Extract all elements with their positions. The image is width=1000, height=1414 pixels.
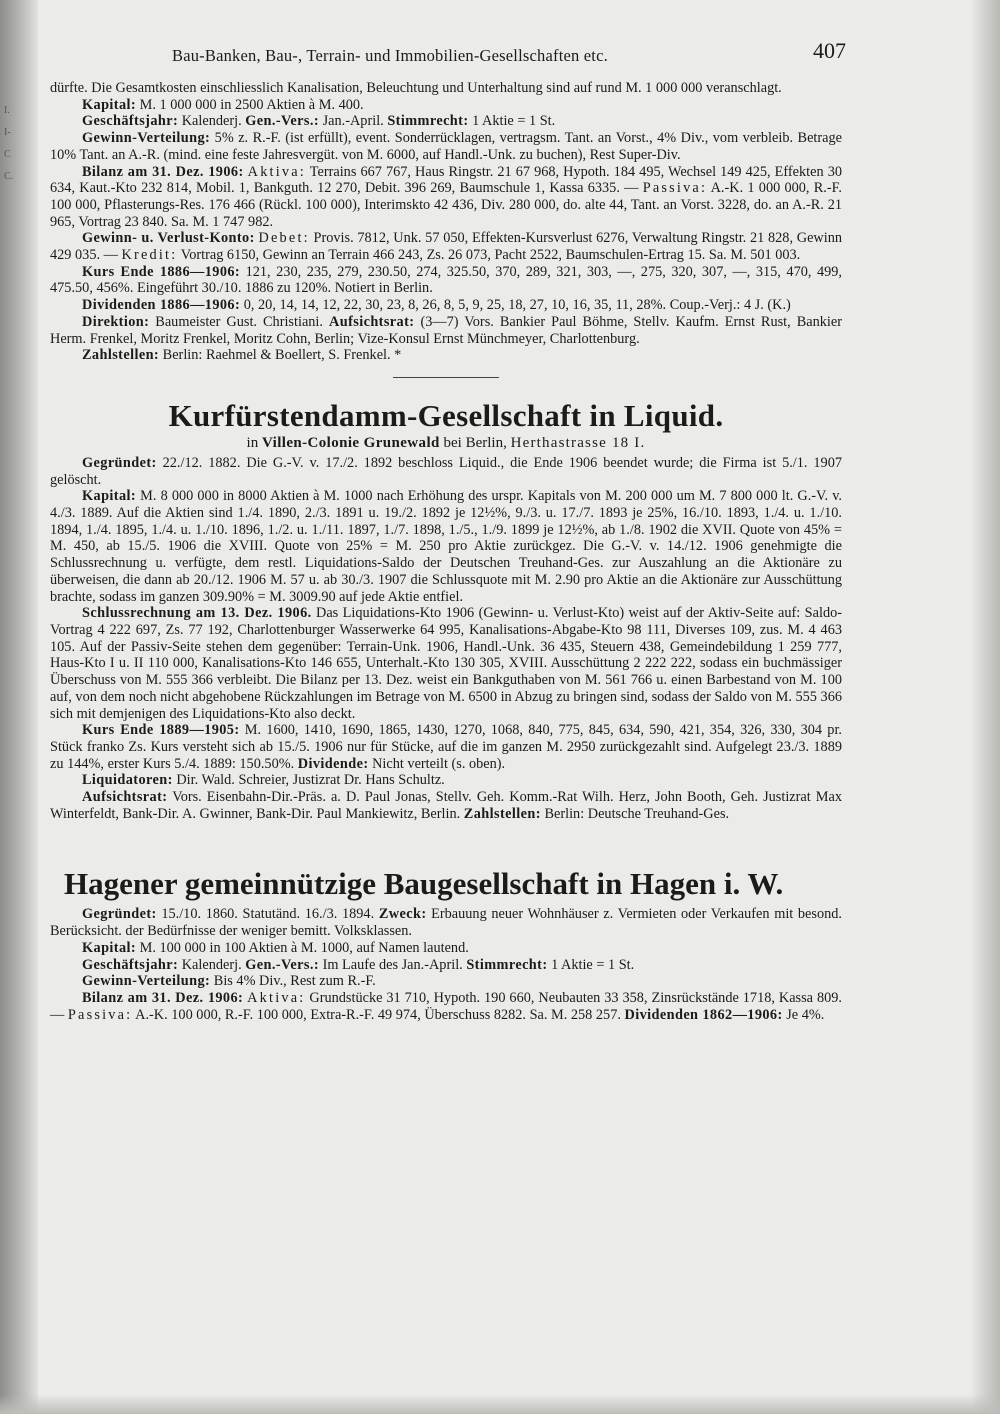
subtitle-address: Herthastrasse 18 I. bbox=[510, 434, 646, 451]
gewinn-verteilung-text: Bis 4% Div., Rest zum R.-F. bbox=[213, 973, 376, 990]
genvers-label: Gen.-Vers.: bbox=[245, 956, 320, 973]
margin-marks bbox=[4, 100, 18, 188]
gewinn-verteilung-label: Gewinn-Verteilung: bbox=[82, 130, 211, 147]
aufsichtsrat-paragraph bbox=[50, 789, 842, 822]
zweck-label: Zweck: bbox=[378, 906, 427, 923]
kapital-text: M. 8 000 000 in 8000 Aktien à M. 1000 nach Erhöhung des urspr. Kapitals von M. 200 000 um M. 7 800 000 lt. G.-V. v. 4./3. 1889. Auf die Aktien sind 1./4. 1890, 2./3. 1891 u. 19./2. 1892 je 12½%, 9./3. u. 17./7. 1893 je 25%, 16./10. 1893, 1./4. u. 1./10. 1894, 1./4. 1895, 1./4. u. 1./10. 1896, 1./2. u. 1./11. 1897, 1./7. 1898, 1./5., 1./9. 1899 je 12½%, ab 1./8. 1902 die XVII. Quote von 45% = M. 450, ab 15./5. 1906 die XVIII. Quote von 25% = M. 250 pro Aktie zurückgez. Die G.-V. v. 14./12. 1906 genehmigte die Schlussrechnung u. verfügte, dem restl. Liquidations-Saldo der Deutschen Treuhand-Ges. zur Auszahlung an die Aktionäre zu überweisen, die dann ab 20./12. 1906 M. 57 u. ab 30./3. 1907 die Schlussquote mit M. 2.90 pro Aktie an die Aktionäre zur Ausschüttung brachte, sodass im ganzen 309.90% = M. 3009.90 auf jede Aktie entfiel. bbox=[50, 488, 843, 605]
direktion-paragraph bbox=[50, 314, 842, 347]
dividenden-text: 0, 20, 14, 14, 12, 22, 30, 23, 8, 26, 8, 5, 9, 25, 18, 27, 10, 16, 35, 11, 28%. Coup.-Verj.: 4 J. (K.) bbox=[243, 297, 791, 314]
passiva-text: A.-K. 1 000 000, R.-F. 100 000, Pflasterungs-Res. 176 466 (Rückl. 100 000), Interimskto 42 436, Div. 280 000, do. alte 44, Tant. an Vorst. 3228, do. an A.-R. 21 965, Vortrag 23 840. Sa. M. 1 747 982. bbox=[50, 180, 842, 230]
kredit-text: Vortrag 6150, Gewinn an Terrain 466 243, Zs. 26 073, Pacht 2522, Baumschulen-Ertrag 15. Sa. M. 501 003. bbox=[180, 247, 801, 264]
entry-hagener bbox=[50, 866, 842, 1023]
zahlstellen-text: Berlin: Deutsche Treuhand-Ges. bbox=[544, 805, 730, 822]
kapital-paragraph bbox=[50, 488, 842, 605]
gewinn-verteilung-label: Gewinn-Verteilung: bbox=[82, 973, 211, 990]
debet-label: Debet: bbox=[258, 230, 310, 247]
section-divider bbox=[393, 377, 499, 378]
schlussrechnung-paragraph bbox=[50, 605, 842, 722]
kapital-label: Kapital: bbox=[82, 96, 137, 113]
geschaeftsjahr-text: Kalenderj. bbox=[181, 956, 242, 973]
dividenden-label: Dividenden 1862—1906: bbox=[624, 1006, 783, 1023]
running-title: Bau-Banken, Bau-, Terrain- und Immobilien-Gesellschaften etc. bbox=[172, 46, 608, 65]
kurs-label: Kurs Ende 1889—1905: bbox=[82, 722, 240, 739]
gegruendet-label: Gegründet: bbox=[82, 906, 157, 923]
direktion-label: Direktion: bbox=[82, 313, 150, 330]
kapital-label: Kapital: bbox=[82, 939, 137, 956]
kurs-paragraph bbox=[50, 722, 842, 772]
company-subtitle bbox=[50, 434, 842, 452]
kapital-label: Kapital: bbox=[82, 488, 137, 505]
genvers-text: Jan.-April. bbox=[322, 113, 384, 130]
geschaeftsjahr-text: Kalenderj. bbox=[181, 113, 242, 130]
kurs-text: M. 1600, 1410, 1690, 1865, 1430, 1270, 1068, 840, 775, 845, 634, 590, 421, 354, 326, 330, 304 pr. Stück franko Zs. Kurs versteht sich ab 15./5. 1906 nur für Stücke, auf die im ganzen M. 2950 zurückgezahlt sind. Aufgelegt 23./3. 1889 zu 144%, erster Kurs 5./4. 1889: 150.50%. bbox=[50, 722, 842, 772]
schlussrechnung-label: Schlussrechnung am 13. Dez. 1906. bbox=[82, 605, 312, 622]
dividenden-text: Je 4%. bbox=[786, 1006, 825, 1023]
page-number: 407 bbox=[813, 38, 846, 63]
liquidatoren-text: Dir. Wald. Schreier, Justizrat Dr. Hans Schultz. bbox=[176, 772, 445, 789]
zahlstellen-paragraph bbox=[50, 347, 842, 364]
guv-label: Gewinn- u. Verlust-Konto: bbox=[82, 230, 255, 247]
dividenden-paragraph bbox=[50, 297, 842, 314]
company-title: Kurfürstendamm-Gesellschaft in Liquid. bbox=[168, 397, 724, 433]
gegruendet-label: Gegründet: bbox=[82, 454, 157, 471]
dividende-label: Dividende: bbox=[297, 755, 369, 772]
stimmrecht-text: 1 Aktie = 1 St. bbox=[472, 113, 556, 130]
aufsichtsrat-text: Vors. Eisenbahn-Dir.-Präs. a. D. Paul Jonas, Stellv. Geh. Komm.-Rat Wilh. Herz, John Booth, Geh. Justizrat Max Winterfeldt, Bank-Dir. A. Gwinner, Bank-Dir. Paul Mankiewitz, Berlin. bbox=[50, 789, 842, 822]
page-edge-bottom bbox=[0, 1394, 1000, 1414]
gegruendet-paragraph bbox=[50, 455, 842, 488]
intro-paragraph bbox=[50, 80, 842, 97]
subtitle-location: Villen-Colonie Grunewald bbox=[261, 434, 440, 451]
intro-text: dürfte. Die Gesamtkosten einschliesslich Kanalisation, Beleuchtung und Unterhaltung sind auf rund M. 1 000 000 veranschlagt. bbox=[50, 80, 782, 96]
entry-kurfuerstendamm bbox=[50, 398, 842, 822]
bilanz-paragraph bbox=[50, 164, 842, 231]
passiva-text: A.-K. 100 000, R.-F. 100 000, Extra-R.-F. 49 974, Überschuss 8282. Sa. M. 258 257. bbox=[135, 1006, 621, 1023]
geschaeftsjahr-paragraph bbox=[50, 113, 842, 130]
passiva-label: Passiva: bbox=[642, 180, 708, 197]
margin-mark: I. bbox=[4, 105, 10, 116]
kredit-label: Kredit: bbox=[121, 247, 178, 264]
stimmrecht-text: 1 Aktie = 1 St. bbox=[551, 956, 635, 973]
subtitle-prefix: in bbox=[246, 434, 259, 451]
page-edge-right bbox=[972, 0, 1000, 1414]
bilanz-paragraph bbox=[50, 990, 842, 1023]
entry-continued bbox=[50, 80, 842, 364]
margin-mark: C. bbox=[4, 171, 14, 182]
gegruendet-paragraph bbox=[50, 906, 842, 939]
geschaeftsjahr-label: Geschäftsjahr: bbox=[82, 113, 179, 130]
margin-mark: I- bbox=[4, 127, 11, 138]
zahlstellen-label: Zahlstellen: bbox=[463, 805, 541, 822]
section-gap bbox=[50, 822, 842, 866]
aktiva-text: Terrains 667 767, Haus Ringstr. 21 67 968, Hypoth. 184 495, Wechsel 149 425, Effekten 30 634, Kaut.-Kto 232 814, Mobil. 1, Bankguth. 12 270, Debit. 396 269, Baumschule 1, Kassa 6335. — bbox=[50, 163, 842, 197]
geschaeftsjahr-label: Geschäftsjahr: bbox=[82, 956, 179, 973]
dividenden-label: Dividenden 1886—1906: bbox=[82, 297, 241, 314]
schlussrechnung-text: Das Liquidations-Kto 1906 (Gewinn- u. Verlust-Kto) weist auf der Aktiv-Seite auf: Saldo-Vortrag 4 222 697, Zs. 77 192, Charlottenburger Wasserwerke 64 995, Kanalisations-Abgabe-Kto 98 111, Diverses 109, zus. M. 4 463 105. Auf der Passiv-Seite stehen dem gegenüber: Terrain-Unk. 1906, Handl.-Unk. 36 435, Steuern 438, Gemeindebildung 1 259 777, Haus-Kto I u. II 110 000, Kanalisations-Kto 146 655, Unterhalt.-Kto 130 305, XVIII. Ausschüttung 2 222 222, sodass ein buchmässiger Überschuss von M. 555 366 verbleibt. Die Bilanz per 13. Dez. weist ein Bankguthaben von M. 561 766 u. einen Barbestand von M. 100 auf, von dem noch nicht abgehobene Rückzahlungen im Betrage von M. 6500 in Abzug zu bringen sind, sodass der Saldo von M. 555 366 sich mit demjenigen des Liquidations-Kto also deckt. bbox=[50, 605, 842, 722]
debet-text: Provis. 7812, Unk. 57 050, Effekten-Kursverlust 6276, Verwaltung Ringstr. 21 828, Gewinn 429 035. — bbox=[50, 230, 843, 264]
running-header bbox=[50, 38, 846, 80]
company-title: Hagener gemeinnützige Baugesellschaft in Hagen i. W. bbox=[64, 866, 784, 902]
genvers-label: Gen.-Vers.: bbox=[245, 113, 320, 130]
book-binding-shadow bbox=[0, 0, 38, 1414]
margin-mark: C bbox=[4, 149, 11, 160]
kurs-text: 121, 230, 235, 279, 230.50, 274, 325.50, 370, 289, 321, 303, —, 275, 320, 307, —, 315, 470, 499, 475.50, 456%. Eingeführt 30./10. 1886 zu 120%. Notiert in Berlin. bbox=[50, 263, 842, 297]
zahlstellen-label: Zahlstellen: bbox=[82, 347, 160, 364]
stimmrecht-label: Stimmrecht: bbox=[387, 113, 469, 130]
kurs-label: Kurs Ende 1886—1906: bbox=[82, 263, 241, 280]
page-content bbox=[50, 38, 846, 1023]
gegruendet-text: 22./12. 1882. Die G.-V. v. 17./2. 1892 beschloss Liquid., die Ende 1906 beendet wurde; die Firma ist 5./1. 1907 gelöscht. bbox=[50, 454, 843, 488]
kurs-paragraph bbox=[50, 264, 842, 297]
guv-paragraph bbox=[50, 230, 842, 263]
kapital-paragraph bbox=[50, 940, 842, 957]
aufsichtsrat-label: Aufsichtsrat: bbox=[329, 313, 415, 330]
subtitle-suffix: bei Berlin, bbox=[443, 434, 507, 451]
genvers-text: Im Laufe des Jan.-April. bbox=[322, 956, 463, 973]
kapital-text: M. 1 000 000 in 2500 Aktien à M. 400. bbox=[139, 96, 364, 113]
gegruendet-text: 15./10. 1860. Statutänd. 16./3. 1894. bbox=[161, 906, 375, 923]
aktiva-label: Aktiva: bbox=[247, 989, 306, 1006]
kapital-text: M. 100 000 in 100 Aktien à M. 1000, auf Namen lautend. bbox=[139, 939, 469, 956]
direktion-text: Baumeister Gust. Christiani. bbox=[155, 313, 323, 330]
gewinn-verteilung-text: 5% z. R.-F. (ist erfüllt), event. Sonderrücklagen, vertragsm. Tant. an Vorst., 4% Div., vom verbleib. Betrage 10% Tant. an A.-R. (mind. eine feste Jahresvergüt. von M. 6000, auf Handl.-Unk. zu buchen), Rest Super-Div. bbox=[50, 130, 842, 163]
aufsichtsrat-label: Aufsichtsrat: bbox=[82, 789, 168, 806]
aktiva-label: Aktiva: bbox=[247, 163, 306, 180]
aktiva-text: Grundstücke 31 710, Hypoth. 190 660, Neubauten 33 358, Zinsrückstände 1718, Kassa 809. — bbox=[50, 989, 842, 1023]
aufsichtsrat-text: (3—7) Vors. Bankier Paul Böhme, Stellv. Kaufm. Ernst Rust, Bankier Herm. Frenkel, Moritz Frenkel, Moritz Cohn, Berlin; Vize-Konsul Ernst Münchmeyer, Charlottenburg. bbox=[50, 313, 842, 347]
passiva-label: Passiva: bbox=[67, 1006, 133, 1023]
liquidatoren-label: Liquidatoren: bbox=[82, 772, 173, 789]
liquidatoren-paragraph bbox=[50, 772, 842, 789]
stimmrecht-label: Stimmrecht: bbox=[466, 956, 548, 973]
gewinn-verteilung-paragraph bbox=[50, 973, 842, 990]
kapital-paragraph bbox=[50, 97, 842, 114]
zahlstellen-text: Berlin: Raehmel & Boellert, S. Frenkel. * bbox=[162, 347, 402, 364]
bilanz-label: Bilanz am 31. Dez. 1906: bbox=[82, 989, 244, 1006]
bilanz-label: Bilanz am 31. Dez. 1906: bbox=[82, 163, 244, 180]
gewinn-verteilung-paragraph bbox=[50, 130, 842, 163]
geschaeftsjahr-paragraph bbox=[50, 957, 842, 974]
dividende-text: Nicht verteilt (s. oben). bbox=[372, 755, 506, 772]
zweck-text: Erbauung neuer Wohnhäuser z. Vermieten oder Verkaufen mit besond. Berücksicht. der Bedürfnisse der weniger bemitt. Volksklassen. bbox=[50, 906, 842, 940]
